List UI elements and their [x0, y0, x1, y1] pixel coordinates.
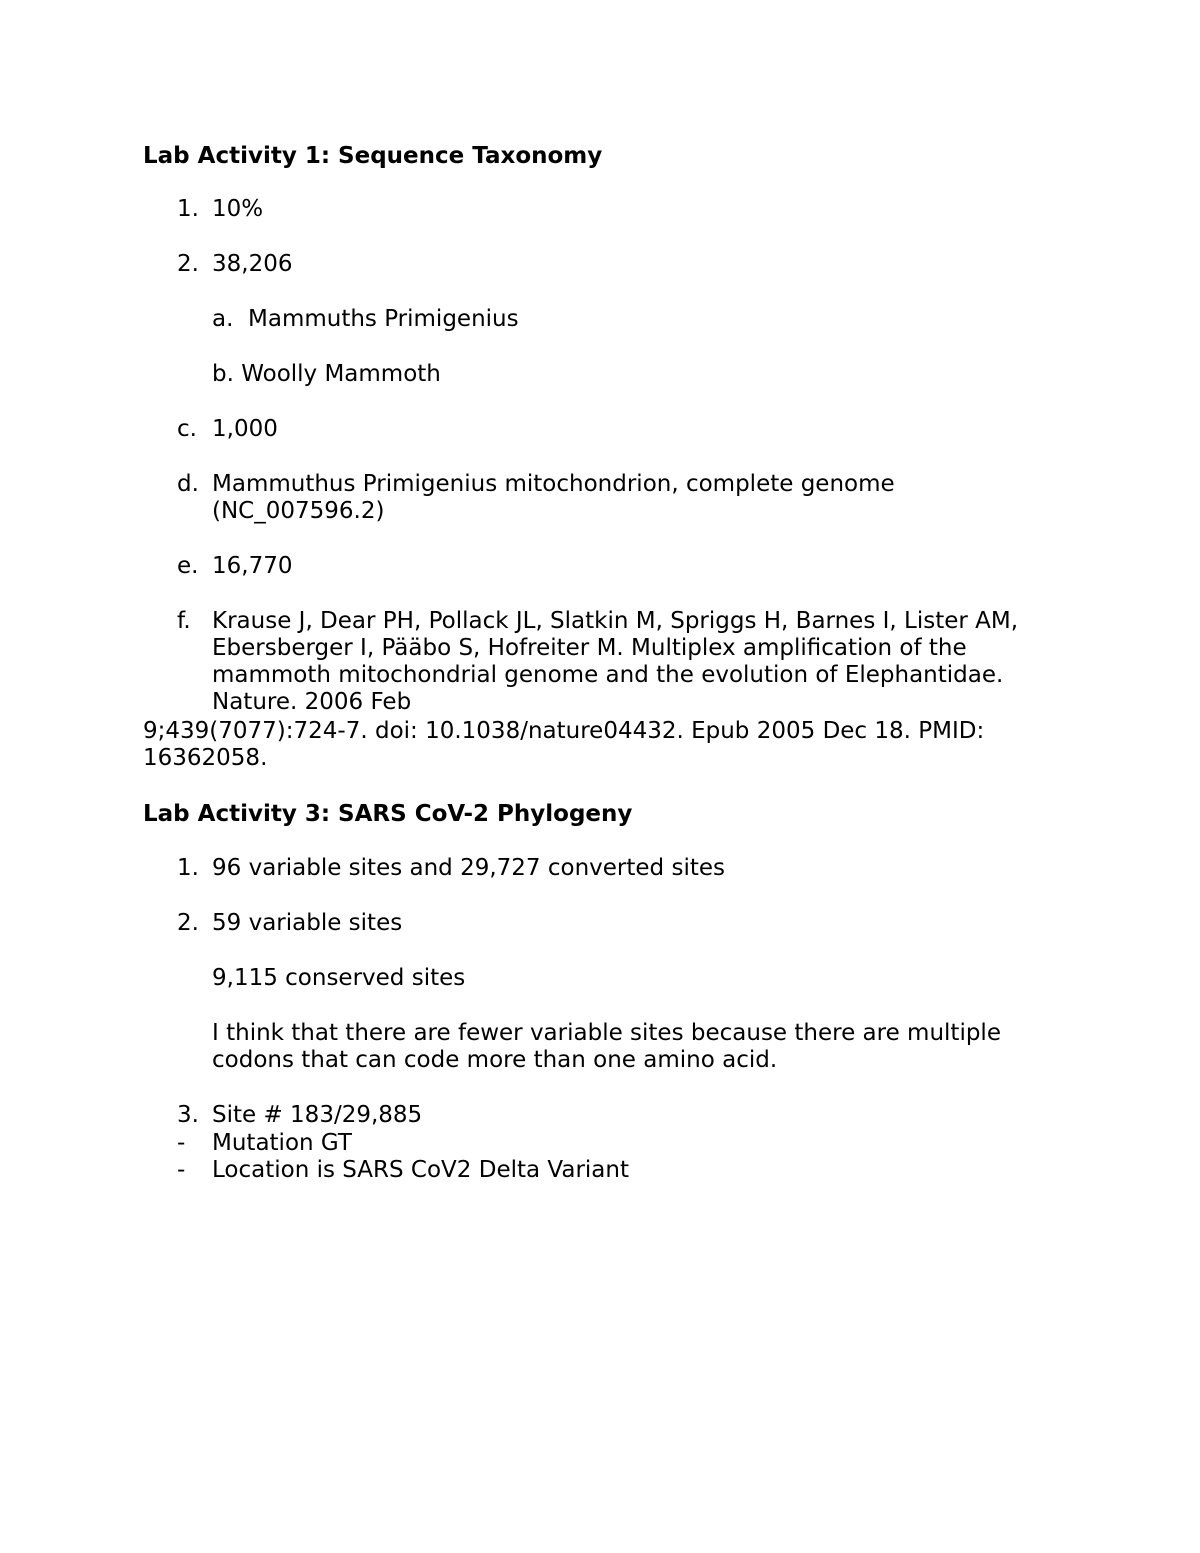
list-marker: 3.	[177, 1102, 199, 1128]
list-marker: 2.	[177, 910, 199, 936]
answer-2a: Mammuths Primigenius	[248, 306, 519, 332]
s3-answer-2-conserved: 9,115 conserved sites	[212, 965, 466, 991]
section-title-sars-cov2-phylogeny: Lab Activity 3: SARS CoV-2 Phylogeny	[143, 801, 633, 827]
citation-line-1: Krause J, Dear PH, Pollack JL, Slatkin M, Spriggs H, Barnes I, Lister AM,	[212, 608, 1019, 634]
answer-2: 38,206	[212, 251, 293, 277]
list-marker: 2.	[177, 251, 199, 277]
answer-1: 10%	[212, 196, 264, 222]
list-marker: e.	[177, 553, 199, 579]
list-marker: c.	[177, 416, 197, 442]
citation-line-2: Ebersberger I, Pääbo S, Hofreiter M. Multiplex amplification of the	[212, 635, 967, 661]
s3-answer-2-explanation-line2: codons that can code more than one amino acid.	[212, 1047, 778, 1073]
list-marker: f.	[177, 608, 191, 634]
citation-line-6: 16362058.	[143, 745, 268, 771]
bullet-dash: -	[177, 1130, 186, 1156]
s3-answer-2: 59 variable sites	[212, 910, 403, 936]
answer-2d-line1: Mammuthus Primigenius mitochondrion, complete genome	[212, 471, 895, 497]
section-title-sequence-taxonomy: Lab Activity 1: Sequence Taxonomy	[143, 143, 603, 169]
citation-line-3: mammoth mitochondrial genome and the evolution of Elephantidae.	[212, 662, 1004, 688]
list-marker: a.	[212, 306, 234, 332]
list-marker: 1.	[177, 196, 199, 222]
s3-answer-2-explanation-line1: I think that there are fewer variable sites because there are multiple	[212, 1020, 1001, 1046]
list-marker: d.	[177, 471, 199, 497]
bullet-dash: -	[177, 1157, 186, 1183]
citation-line-4: Nature. 2006 Feb	[212, 689, 412, 715]
s3-answer-3-location: Location is SARS CoV2 Delta Variant	[212, 1157, 629, 1183]
answer-2c: 1,000	[212, 416, 278, 442]
answer-2e: 16,770	[212, 553, 293, 579]
answer-2b: b. Woolly Mammoth	[212, 361, 441, 387]
list-marker: 1.	[177, 855, 199, 881]
citation-line-5: 9;439(7077):724-7. doi: 10.1038/nature04432. Epub 2005 Dec 18. PMID:	[143, 718, 985, 744]
answer-2d-line2: (NC_007596.2)	[212, 498, 385, 524]
s3-answer-1: 96 variable sites and 29,727 converted sites	[212, 855, 725, 881]
s3-answer-3: Site # 183/29,885	[212, 1102, 423, 1128]
s3-answer-3-mutation: Mutation GT	[212, 1130, 352, 1156]
